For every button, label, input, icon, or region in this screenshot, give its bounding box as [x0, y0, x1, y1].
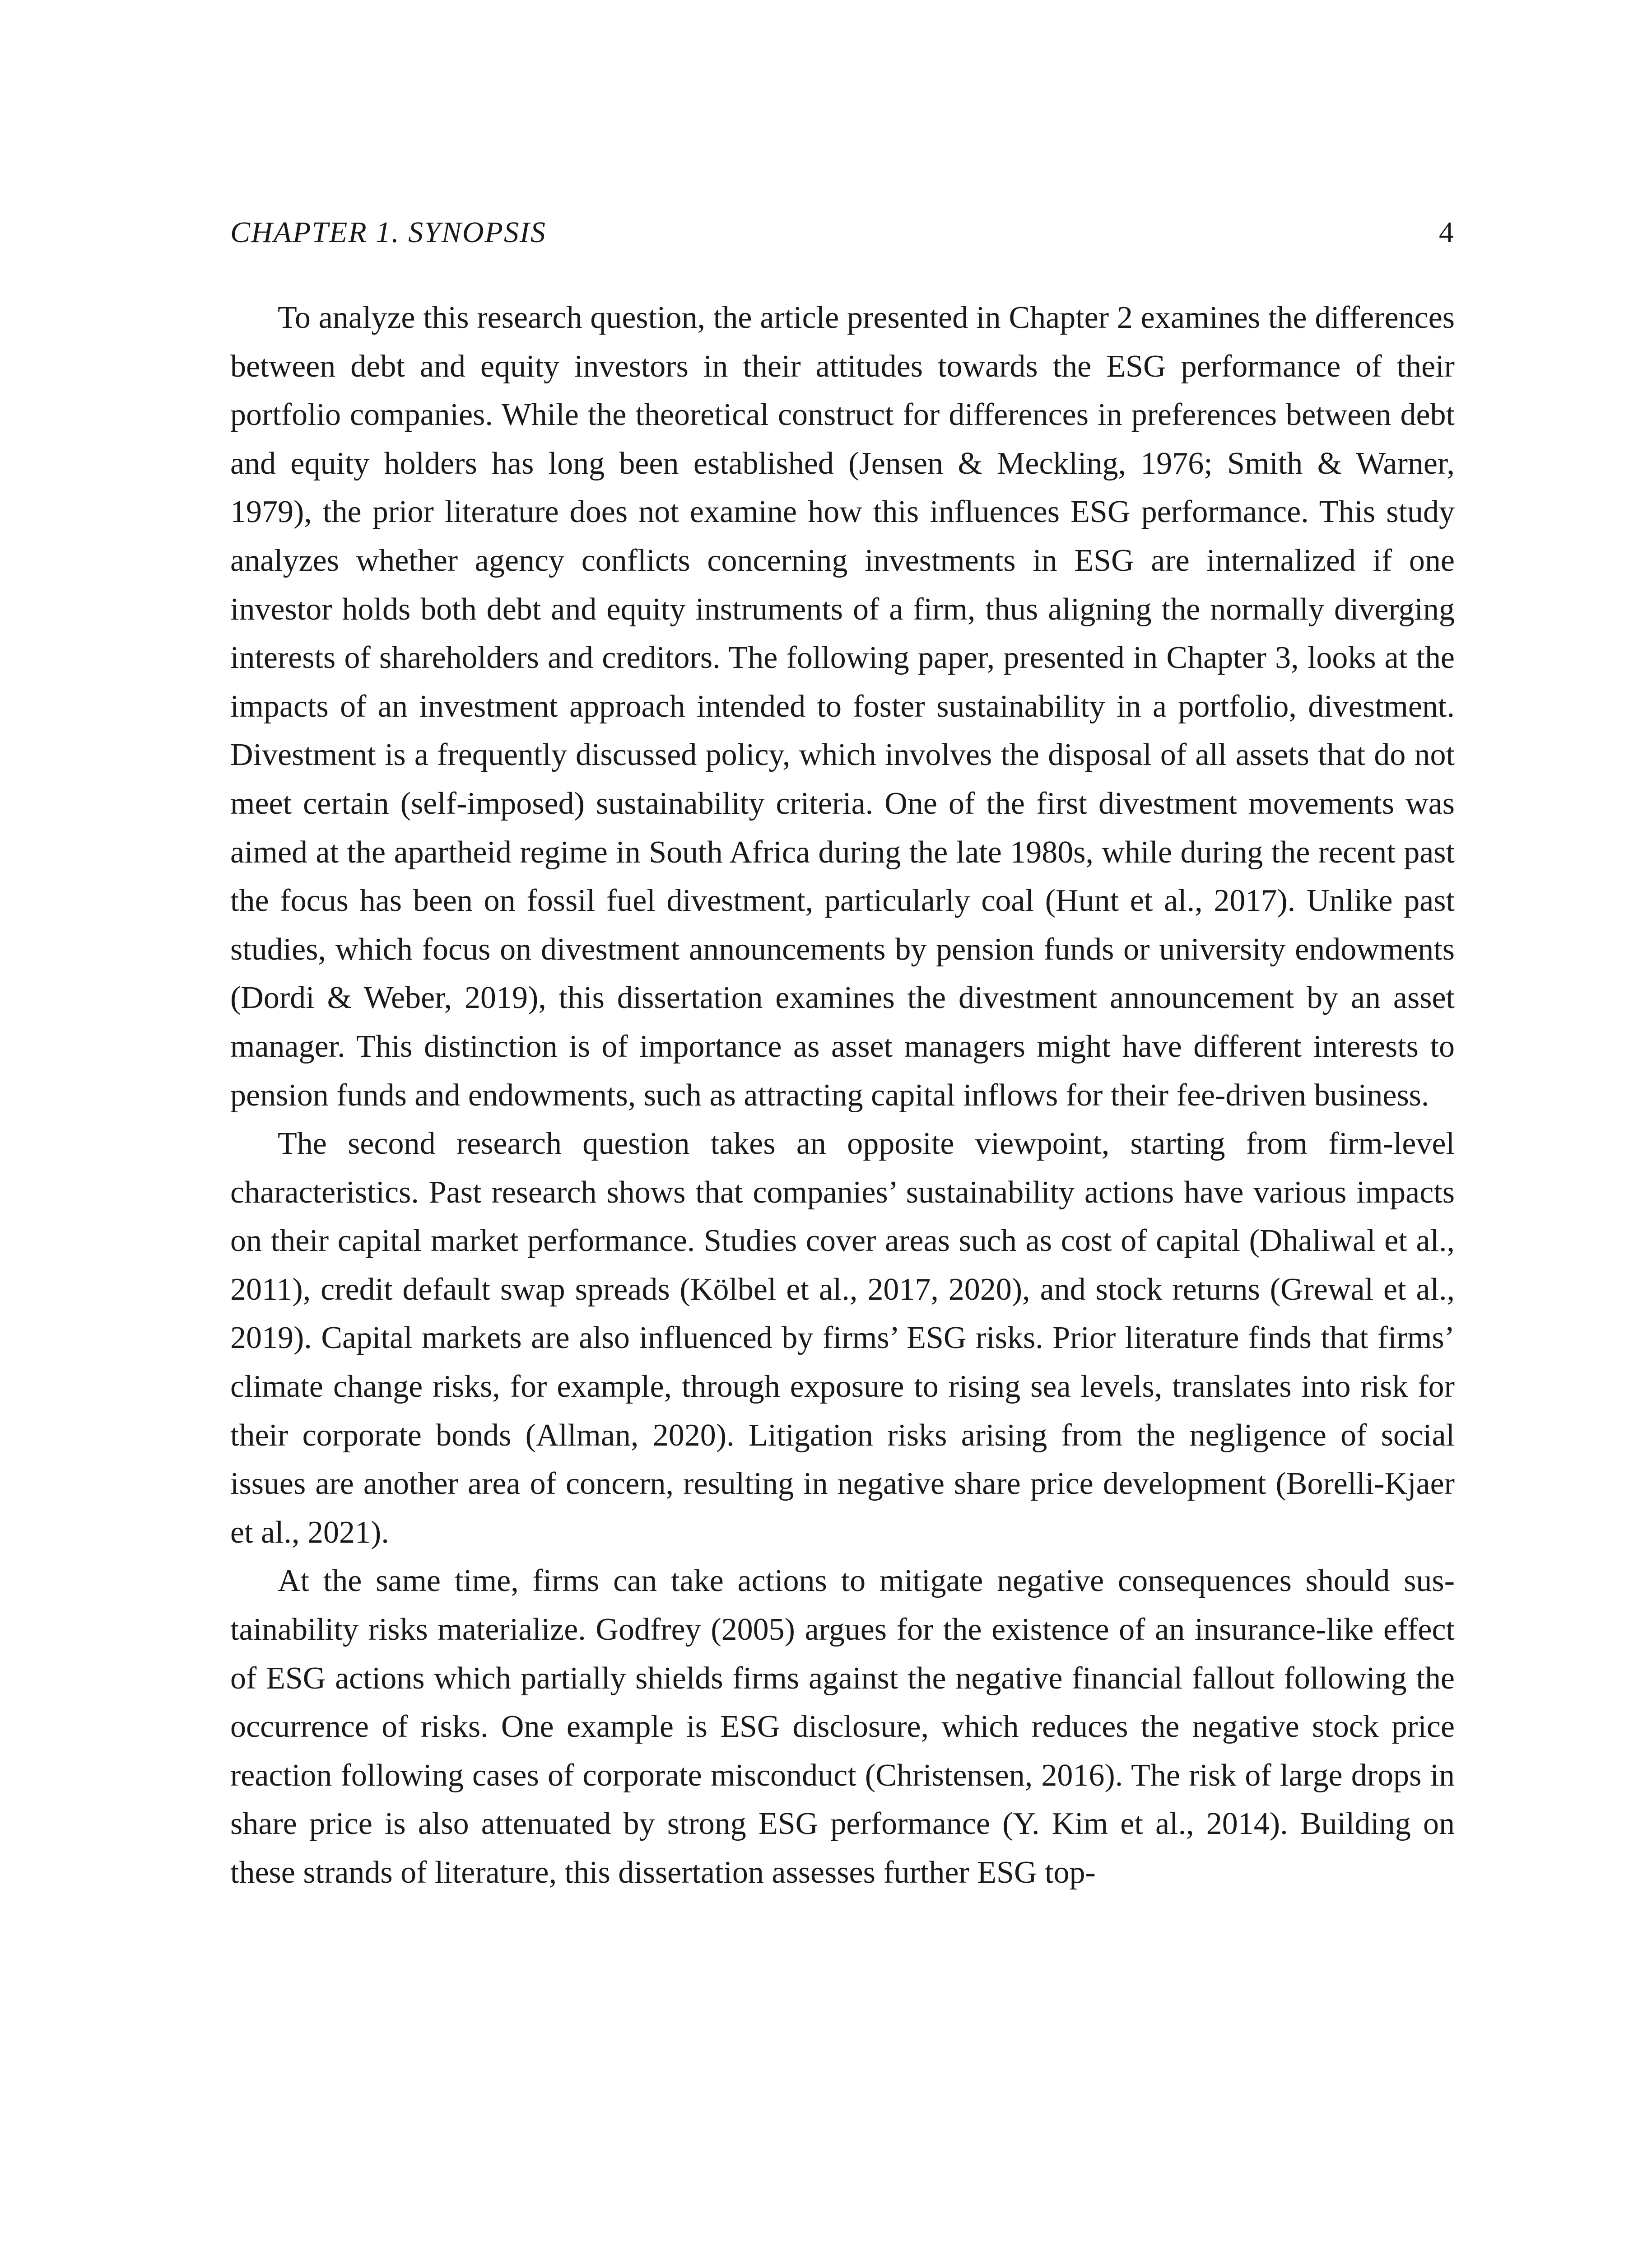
paragraph: At the same time, firms can take actions to mitigate negative consequences should sustainability risks materialize. Godfrey (2005) argues for the existence of an insurance-like effect of ESG actions which partially shields firms against the negative financial fallout following the occurrence of risks. One example is ESG disclosure, which reduces the negative stock price reaction following cases of corporate misconduct (Christensen, 2016). The risk of large drops in share price is also attenuated by strong ESG performance (Y. Kim et al., 2014). Building on these strands of literature, this dissertation assesses further ESG top-: [230, 1563, 1455, 1890]
chapter-title: CHAPTER 1. SYNOPSIS: [230, 216, 546, 249]
paragraph: To analyze this research question, the article presented in Chapter 2 examines the differences between debt and equity investors in their attitudes towards the ESG performance of their portfolio companies. While the theoretical construct for differences in preferences between debt and equity holders has long been established (Jensen & Meckling, 1976; Smith & Warner, 1979), the prior literature does not examine how this influences ESG performance. This study analyzes whether agency conflicts concerning investments in ESG are internalized if one investor holds both debt and equity instruments of a firm, thus aligning the normally diverging interests of shareholders and creditors. The following paper, presented in Chapter 3, looks at the impacts of an investment approach intended to foster sustainability in a portfolio, divestment. Divestment is a frequently discussed policy, which involves the disposal of all assets that do not meet certain (self-imposed) sustainability criteria. One of the first divestment movements was aimed at the apartheid regime in South Africa during the late 1980s, while during the recent past the focus has been on fossil fuel divestment, particularly coal (Hunt et al., 2017). Unlike past studies, which focus on divestment announcements by pension funds or university endowments (Dordi & Weber, 2019), this dissertation examines the divestment announcement by an asset manager. This distinction is of importance as asset managers might have different interests to pension funds and endowments, such as attracting capital inflows for their fee-driven business.: [230, 300, 1455, 1113]
running-header: [230, 210, 1454, 255]
paragraph: The second research question takes an opposite viewpoint, starting from firm-level characteristics. Past research shows that companies’ sustainability actions have various impacts on their capital market performance. Studies cover areas such as cost of capital (Dhaliwal et al., 2011), credit default swap spreads (Kölbel et al., 2017, 2020), and stock returns (Grewal et al., 2019). Capital markets are also influenced by firms’ ESG risks. Prior literature finds that firms’ climate change risks, for example, through exposure to rising sea levels, translates into risk for their corporate bonds (Allman, 2020). Litigation risks arising from the negligence of social issues are another area of concern, resulting in negative share price development (Borelli-Kjaer et al., 2021).: [230, 1126, 1455, 1550]
page-number: 4: [1439, 216, 1454, 249]
body-text: [230, 294, 1455, 1897]
